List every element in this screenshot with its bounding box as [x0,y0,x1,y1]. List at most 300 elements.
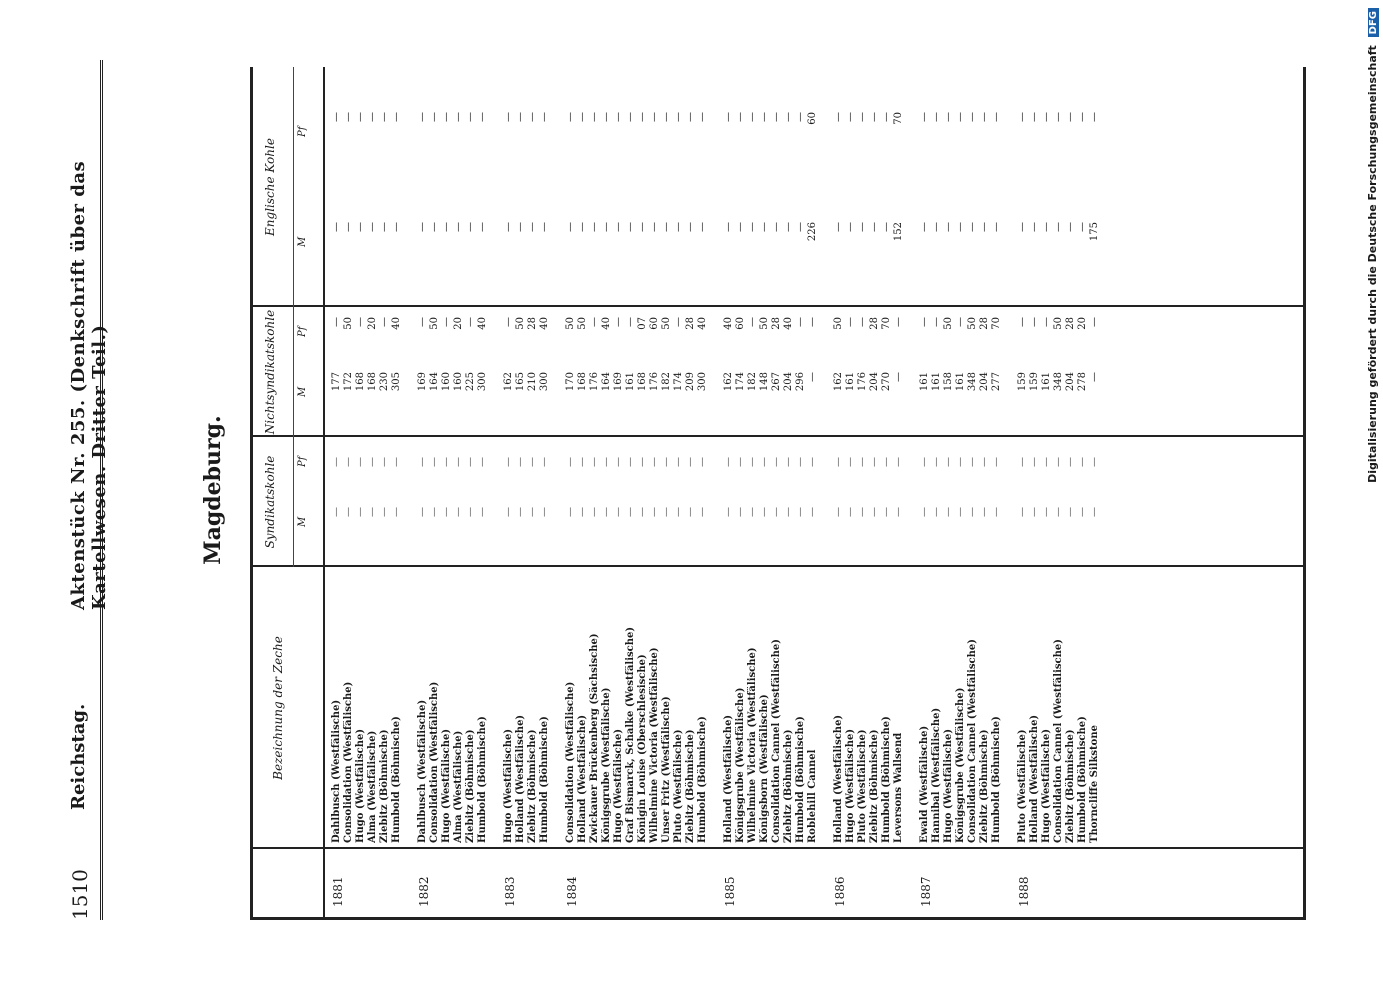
englisch-pf-cell: — [955,112,966,122]
nicht-syndikat-mark-cell: 160 [441,372,452,392]
englisch-pf-cell: — [759,112,770,122]
englisch-mark-cell: — [1077,222,1088,232]
nicht-syndikat-pf-cell: 28 [771,317,782,330]
dfg-logo: DFG [1368,8,1379,37]
nicht-syndikat-mark-cell: 204 [979,372,990,392]
table-row [881,67,892,917]
syndikat-mark-cell: — [367,507,378,517]
nicht-syndikat-mark-cell: 161 [1041,372,1052,392]
syndikat-pf-cell: — [759,457,770,467]
englisch-mark-cell: — [355,222,366,232]
mine-name: Consolidation (Westfälische) [565,681,576,843]
table-row [441,67,452,917]
englisch-pf-cell: — [1017,112,1028,122]
nicht-syndikat-mark-cell: 204 [869,372,880,392]
englisch-mark-cell: — [991,222,1002,232]
mine-name: Pluto (Westfälische) [1017,729,1028,843]
nicht-syndikat-mark-cell: — [893,372,904,382]
syndikat-pf-cell: — [857,457,868,467]
mine-name: Königin Louise (Oberschlesische) [637,654,648,843]
nicht-syndikat-mark-cell: 161 [919,372,930,392]
nicht-syndikat-pf-cell: 40 [723,317,734,330]
table-row [1041,67,1052,917]
syndikat-col-label: Syndikatskohle [263,455,277,549]
syndikat-mark-cell: — [1065,507,1076,517]
syndikat-mark-cell: — [465,507,476,517]
table-row [515,67,526,917]
name-col-header [253,567,323,849]
nicht-syndikat-pf-cell: 50 [943,317,954,330]
nicht-syndikat-mark-cell: — [807,372,818,382]
table-row [465,67,476,917]
nicht-syndikat-mark-cell: 168 [355,372,366,392]
mine-name: Wilhelmine Victoria (Westfälische) [747,647,758,843]
nicht-syndikat-mark-cell: 300 [477,372,488,392]
syndikat-mark-cell: — [783,507,794,517]
englisch-mark-cell: — [869,222,880,232]
syndikat-mark-cell: — [379,507,390,517]
syndikat-pf-cell: — [1041,457,1052,467]
nicht-syndikat-mark-label: M [297,386,308,397]
syndikat-mark-cell: — [833,507,844,517]
englisch-pf-cell: — [685,112,696,122]
englisch-mark-cell: — [795,222,806,232]
syndikat-pf-cell: — [845,457,856,467]
nicht-syndikat-mark-cell: 169 [613,372,624,392]
mine-name: Hugo (Westfälische) [613,728,624,843]
englisch-mark-cell: — [943,222,954,232]
syndikat-mark-cell: — [637,507,648,517]
year-group [833,67,905,917]
table-row [955,67,966,917]
year-group [919,67,1003,917]
table-row [1065,67,1076,917]
syndikat-mark-cell: — [1089,507,1100,517]
nicht-syndikat-pf-cell: 28 [527,317,538,330]
year-group [503,67,551,917]
table-row [417,67,428,917]
englisch-mark-cell: — [613,222,624,232]
syndikat-mark-cell: — [625,507,636,517]
englisch-pf-cell: — [697,112,708,122]
mine-name: Pluto (Westfälische) [857,729,868,843]
englisch-pf-cell: — [1029,112,1040,122]
syndikat-pf-cell: — [685,457,696,467]
syndikat-mark-cell: — [355,507,366,517]
englisch-mark-cell: — [343,222,354,232]
englisch-pf-cell: — [343,112,354,122]
englisch-mark-cell: — [649,222,660,232]
table-row [539,67,550,917]
year-label: 1888 [1017,876,1031,907]
table-row [943,67,954,917]
englisch-pf-cell: — [601,112,612,122]
table-row [453,67,464,917]
englisch-pf-cell: 60 [807,112,818,125]
nicht-syndikat-pf-cell: 40 [783,317,794,330]
nicht-syndikat-mark-cell: 209 [685,372,696,392]
nicht-syndikat-pf-cell: 50 [515,317,526,330]
englisch-pf-cell: — [967,112,978,122]
mine-name: Holland (Westfälische) [515,714,526,843]
englisch-mark-cell: — [967,222,978,232]
syndikat-pf-cell: — [967,457,978,467]
syndikat-pf-cell: — [795,457,806,467]
table-row [503,67,514,917]
englisch-mark-cell: — [833,222,844,232]
syndikat-pf-cell: — [1017,457,1028,467]
mine-name: Hugo (Westfälische) [1041,728,1052,843]
table-row [893,67,904,917]
mine-name: Hannibal (Westfälische) [931,707,942,843]
nicht-syndikat-pf-cell: 50 [759,317,770,330]
mine-name: Ziebitz (Böhmische) [869,729,880,843]
englisch-pf-cell: — [845,112,856,122]
syndikat-mark-cell: — [747,507,758,517]
nicht-syndikat-pf-cell: — [1029,317,1040,327]
englisch-mark-cell: — [771,222,782,232]
mine-name: Humbold (Böhmische) [991,716,1002,843]
nicht-syndikat-pf-label: Pf [297,326,308,337]
englisch-pf-cell: — [979,112,990,122]
nicht-syndikat-pf-cell: — [503,317,514,327]
syndikat-mark-cell: — [1017,507,1028,517]
syndikat-pf-cell: — [697,457,708,467]
englisch-mark-cell: — [1041,222,1052,232]
mine-name: Ewald (Westfälische) [919,725,930,843]
table-row [367,67,378,917]
nicht-syndikat-mark-cell: 161 [931,372,942,392]
syndikat-pf-cell: — [601,457,612,467]
englisch-pf-cell: — [1089,112,1100,122]
nicht-syndikat-mark-cell: 225 [465,372,476,392]
nicht-syndikat-mark-cell: 160 [453,372,464,392]
year-group [565,67,709,917]
mine-name: Hugo (Westfälische) [845,728,856,843]
syndikat-mark-cell: — [613,507,624,517]
englisch-mark-cell: — [1017,222,1028,232]
syndikat-mark-cell: — [331,507,342,517]
nicht-syndikat-pf-cell: — [465,317,476,327]
table-row [477,67,488,917]
englisch-pf-cell: — [747,112,758,122]
syndikat-pf-cell: — [991,457,1002,467]
table-row [771,67,782,917]
syndikat-pf-cell: — [515,457,526,467]
table-row [379,67,390,917]
nicht-syndikat-pf-cell: — [355,317,366,327]
nicht-syndikat-mark-cell: 174 [735,372,746,392]
nicht-syndikat-pf-cell: 40 [539,317,550,330]
price-table [250,67,1306,920]
nicht-syndikat-mark-cell: 165 [515,372,526,392]
syndikat-pf-cell: — [747,457,758,467]
year-label: 1881 [331,876,345,907]
syndikat-mark-cell: — [589,507,600,517]
mine-name: Humbold (Böhmische) [795,716,806,843]
englisch-pf-cell: — [881,112,892,122]
mine-name: Holland (Westfälische) [1029,714,1040,843]
mine-name: Zwickauer Brückenberg (Sächsische) [589,633,600,843]
mine-name: Ziebitz (Böhmische) [685,729,696,843]
nicht-syndikat-mark-cell: 176 [589,372,600,392]
syndikat-pf-cell: — [539,457,550,467]
mine-name: Consolidation (Westfälische) [343,681,354,843]
table-row [735,67,746,917]
mine-name: Holland (Westfälische) [723,714,734,843]
syndikat-pf-cell: — [673,457,684,467]
syndikat-pf-cell: — [417,457,428,467]
englisch-pf-cell: — [1041,112,1052,122]
table-row [1053,67,1064,917]
nicht-syndikat-pf-cell: — [589,317,600,327]
syndikat-pf-cell: — [331,457,342,467]
table-row [331,67,342,917]
englisch-pf-cell: — [391,112,402,122]
syndikat-mark-cell: — [577,507,588,517]
englisch-mark-cell: — [979,222,990,232]
syndikat-pf-cell: — [661,457,672,467]
nicht-syndikat-mark-cell: 278 [1077,372,1088,392]
englisch-pf-cell: — [1053,112,1064,122]
mine-name: Königsgrube (Westfälische) [601,687,612,843]
year-group [331,67,403,917]
nicht-syndikat-mark-cell: 164 [601,372,612,392]
nicht-syndikat-pf-cell: — [857,317,868,327]
nicht-syndikat-mark-cell: 159 [1029,372,1040,392]
nicht-syndikat-pf-cell: — [1041,317,1052,327]
syndikat-pf-cell: — [1077,457,1088,467]
englisch-pf-cell: — [735,112,746,122]
englisch-mark-cell: — [465,222,476,232]
nicht-syndikat-pf-cell: 40 [391,317,402,330]
mine-name: Holland (Westfälische) [577,714,588,843]
englisch-mark-cell: — [503,222,514,232]
nicht-syndikat-mark-cell: 230 [379,372,390,392]
mine-name: Consolidation Cannel (Westfälische) [967,639,978,843]
syndikat-pf-cell: — [931,457,942,467]
englisch-mark-cell: — [931,222,942,232]
mine-name: Humbold (Böhmische) [697,716,708,843]
syndikat-mark-cell: — [955,507,966,517]
englisch-pf-cell: — [625,112,636,122]
englisch-mark-cell: — [1053,222,1064,232]
englisch-mark-cell: — [589,222,600,232]
nicht-syndikat-pf-cell: 70 [881,317,892,330]
nicht-syndikat-pf-cell: — [417,317,428,327]
nicht-syndikat-mark-cell: 204 [783,372,794,392]
nicht-syndikat-mark-cell: 204 [1065,372,1076,392]
englisch-pf-cell: — [833,112,844,122]
nicht-syndikat-pf-cell: — [1089,317,1100,327]
running-header [60,60,110,920]
englisch-mark-cell: 226 [807,222,818,242]
funding-text: Digitalisierung gefördert durch die Deutsche Forschungsgemeinschaft [1366,45,1379,483]
nicht-syndikat-mark-cell: 158 [943,372,954,392]
englisch-col-label: Englische Kohle [263,138,277,236]
syndikat-col-header [253,437,323,567]
englisch-mark-cell: — [1065,222,1076,232]
englisch-pf-cell: — [1077,112,1088,122]
nicht-syndikat-mark-cell: 172 [343,372,354,392]
englisch-mark-cell: — [565,222,576,232]
syndikat-pf-cell: — [441,457,452,467]
mine-name: Hugo (Westfälische) [355,728,366,843]
mine-name: Consolidation Cannel (Westfälische) [771,639,782,843]
englisch-pf-cell: — [441,112,452,122]
table-row [601,67,612,917]
englisch-pf-cell: — [565,112,576,122]
englisch-mark-cell: — [379,222,390,232]
mine-name: Graf Bismarck, Schalke (Westfälische) [625,626,636,843]
table-row [967,67,978,917]
mine-name: Unser Fritz (Westfälische) [661,696,672,843]
table-row [527,67,538,917]
table-row [1017,67,1028,917]
nicht-syndikat-mark-cell: 162 [503,372,514,392]
table-row [355,67,366,917]
year-label: 1883 [503,876,517,907]
englisch-mark-cell: — [637,222,648,232]
nicht-syndikat-mark-cell: 177 [331,372,342,392]
mine-name: Pluto (Westfälische) [673,729,684,843]
nicht-syndikat-pf-cell: — [331,317,342,327]
syndikat-mark-cell: — [453,507,464,517]
mine-name: Ziebitz (Böhmische) [783,729,794,843]
page-number: 1510 [68,869,92,920]
nicht-syndikat-mark-cell: 348 [1053,372,1064,392]
mine-name: Ziebitz (Böhmische) [465,729,476,843]
nicht-syndikat-pf-cell: 60 [735,317,746,330]
syndikat-pf-cell: — [943,457,954,467]
table-row [613,67,624,917]
englisch-mark-cell: — [955,222,966,232]
syndikat-mark-cell: — [1077,507,1088,517]
table-row [747,67,758,917]
year-label: 1884 [565,876,579,907]
englisch-pf-cell: — [589,112,600,122]
mine-name: Ziebitz (Böhmische) [379,729,390,843]
englisch-mark-cell: — [759,222,770,232]
mine-name: Consolidation (Westfälische) [429,681,440,843]
nicht-syndikat-pf-cell: 50 [429,317,440,330]
year-label: 1882 [417,876,431,907]
nicht-syndikat-pf-cell: 40 [601,317,612,330]
englisch-pf-cell: — [577,112,588,122]
nicht-syndikat-pf-cell: — [919,317,930,327]
englisch-mark-cell: — [1029,222,1040,232]
table-row [857,67,868,917]
syndikat-mark-cell: — [661,507,672,517]
englisch-pf-cell: — [613,112,624,122]
nicht-syndikat-pf-cell: 50 [577,317,588,330]
nicht-syndikat-col-header [253,307,323,437]
year-group [1017,67,1101,917]
nicht-syndikat-pf-cell: — [1017,317,1028,327]
syndikat-mark-cell: — [943,507,954,517]
nicht-syndikat-pf-cell: 20 [1077,317,1088,330]
table-row [1077,67,1088,917]
table-row [589,67,600,917]
englisch-pf-cell: — [465,112,476,122]
syndikat-mark-cell: — [845,507,856,517]
table-row [833,67,844,917]
englisch-pf-cell: — [943,112,954,122]
englisch-mark-cell: — [441,222,452,232]
englisch-mark-cell: — [881,222,892,232]
mine-name: Königsgrube (Westfälische) [735,687,746,843]
syndikat-pf-cell: — [1029,457,1040,467]
syndikat-mark-cell: — [1029,507,1040,517]
englisch-mark-cell: — [661,222,672,232]
syndikat-pf-cell: — [1089,457,1100,467]
mine-name: Ziebitz (Böhmische) [527,729,538,843]
englisch-pf-cell: — [527,112,538,122]
englisch-mark-cell: — [391,222,402,232]
nicht-syndikat-pf-cell: 20 [453,317,464,330]
table-row [429,67,440,917]
englisch-mark-cell: — [331,222,342,232]
nicht-syndikat-mark-cell: 162 [833,372,844,392]
syndikat-pf-cell: — [527,457,538,467]
syndikat-pf-cell: — [1053,457,1064,467]
table-row [795,67,806,917]
mine-name: Leversons Wallsend [893,732,904,843]
englisch-mark-cell: — [919,222,930,232]
nicht-syndikat-mark-cell: 182 [661,372,672,392]
englisch-pf-cell: — [331,112,342,122]
englisch-pf-cell: — [673,112,684,122]
nicht-syndikat-pf-cell: 50 [967,317,978,330]
mine-name: Königsgrube (Westfälische) [955,687,966,843]
nicht-syndikat-mark-cell: 305 [391,372,402,392]
year-label: 1886 [833,876,847,907]
englisch-mark-cell: — [577,222,588,232]
syndikat-mark-cell: — [919,507,930,517]
mine-name: Dahlbusch (Westfälische) [417,699,428,843]
syndikat-mark-cell: — [735,507,746,517]
syndikat-mark-cell: — [697,507,708,517]
syndikat-mark-cell: — [601,507,612,517]
nicht-syndikat-pf-cell: — [845,317,856,327]
year-group [723,67,819,917]
syndikat-pf-cell: — [637,457,648,467]
englisch-mark-cell: — [429,222,440,232]
nicht-syndikat-mark-cell: 174 [673,372,684,392]
englisch-pf-cell: — [869,112,880,122]
englisch-pf-cell: — [857,112,868,122]
syndikat-mark-cell: — [685,507,696,517]
nicht-syndikat-pf-cell: 07 [637,317,648,330]
englisch-mark-cell: — [601,222,612,232]
table-row [723,67,734,917]
region-title: Magdeburg. [200,415,226,565]
syndikat-pf-cell: — [367,457,378,467]
englisch-mark-cell: — [685,222,696,232]
table-row [565,67,576,917]
nicht-syndikat-pf-cell: — [893,317,904,327]
mine-name: Ziebitz (Böhmische) [979,729,990,843]
syndikat-pf-cell: — [723,457,734,467]
table-row [1029,67,1040,917]
englisch-mark-cell: — [515,222,526,232]
syndikat-mark-cell: — [539,507,550,517]
table-row [845,67,856,917]
nicht-syndikat-pf-cell: — [795,317,806,327]
englisch-mark-cell: — [539,222,550,232]
mine-name: Humbold (Böhmische) [1077,716,1088,843]
nicht-syndikat-mark-cell: 161 [955,372,966,392]
